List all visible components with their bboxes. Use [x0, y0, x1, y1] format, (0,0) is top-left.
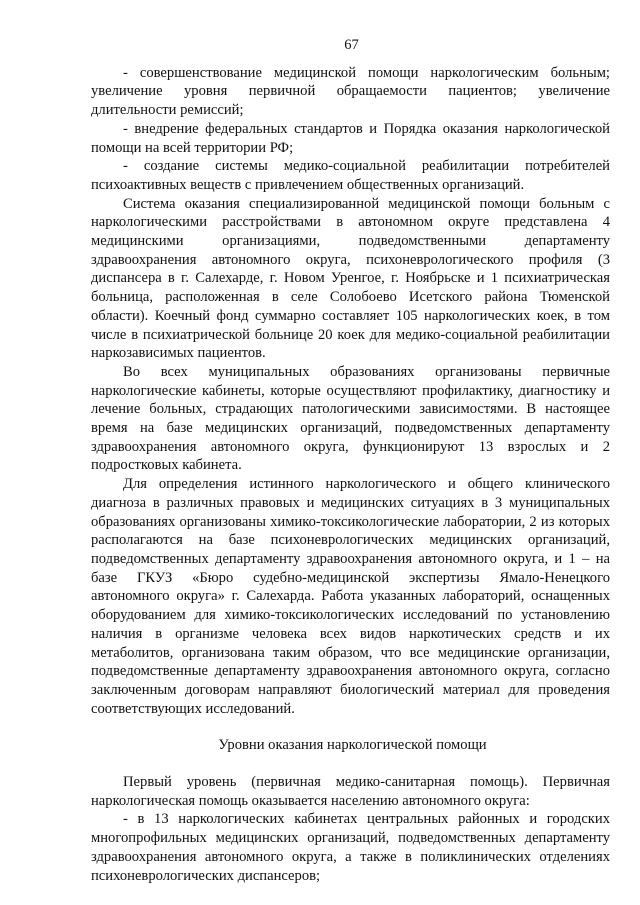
paragraph-goal-federal-standards: - внедрение федеральных стандартов и Порядка оказания наркологической помощи на всей территории РФ;	[91, 120, 610, 156]
paragraph-toxicology-labs: Для определения истинного наркологического и общего клинического диагноза в различных правовых и медицинских ситуациях в 3 муниципальных образованиях организованы химико-токсикологические лаборатории, 2 из которых располагаются на базе психоневрологических медицинских организаций, подведомственных департаменту здравоохранения автономного округа, и 1 – на базе ГКУЗ «Бюро судебно-медицинской экспертизы Ямало-Ненецкого автономного округа» г. Салехарда. Работа указанных лабораторий, оснащенных оборудованием для химико-токсикологических исследований по установлению наличия в организме человека всех видов наркотических средств и их метаболитов, организована таким образом, что все медицинские организации, подведомственные департаменту здравоохранения автономного округа, согласно заключенным договорам направляют биологический материал для проведения соответствующих исследований.	[91, 476, 610, 717]
paragraph-narcology-offices: Во всех муниципальных образованиях организованы первичные наркологические кабинеты, которые осуществляют профилактику, диагностику и лечение больных, страдающих патологическими зависимостями. В настоящее время на базе медицинских организаций, подведомственных департаменту здравоохранения автономного округа, функционируют 13 взрослых и 2 подростковых кабинета.	[91, 363, 610, 474]
paragraph-first-level: Первый уровень (первичная медико-санитарная помощь). Первичная наркологическая помощь оказывается населению автономного округа:	[91, 774, 610, 809]
paragraph-care-system: Система оказания специализированной медицинской помощи больным с наркологическими расстройствами в автономном округе представлена 4 медицинскими организациями, подведомственными департаменту здравоохранения автономного округа, психоневрологического профиля (3 диспансера в г. Салехарде, г. Новом Уренгое, г. Ноябрьске и 1 психиатрическая больница, расположенная в селе Солобоево Исетского района Тюменской области). Коечный фонд суммарно составляет 105 наркологических коек, в том числе в психиатрической больнице 20 коек для медико-социальной реабилитации наркозависимых пациентов.	[91, 195, 610, 362]
paragraph-goal-rehabilitation: - создание системы медико-социальной реабилитации потребителей психоактивных веществ с привлечением общественных организаций.	[91, 158, 610, 193]
paragraph-goal-improve-care: - совершенствование медицинской помощи наркологическим больным; увеличение уровня первичной обращаемости пациентов; увеличение длительности ремиссий;	[91, 64, 610, 119]
section-heading: Уровни оказания наркологической помощи	[218, 737, 487, 754]
paragraph-first-level-offices: - в 13 наркологических кабинетах центральных районных и городских многопрофильных медицинских организаций, подведомственных департаменту здравоохранения автономного округа, а также в поликлинических отделениях психоневрологических диспансеров;	[91, 811, 610, 884]
page-number: 67	[344, 37, 359, 53]
